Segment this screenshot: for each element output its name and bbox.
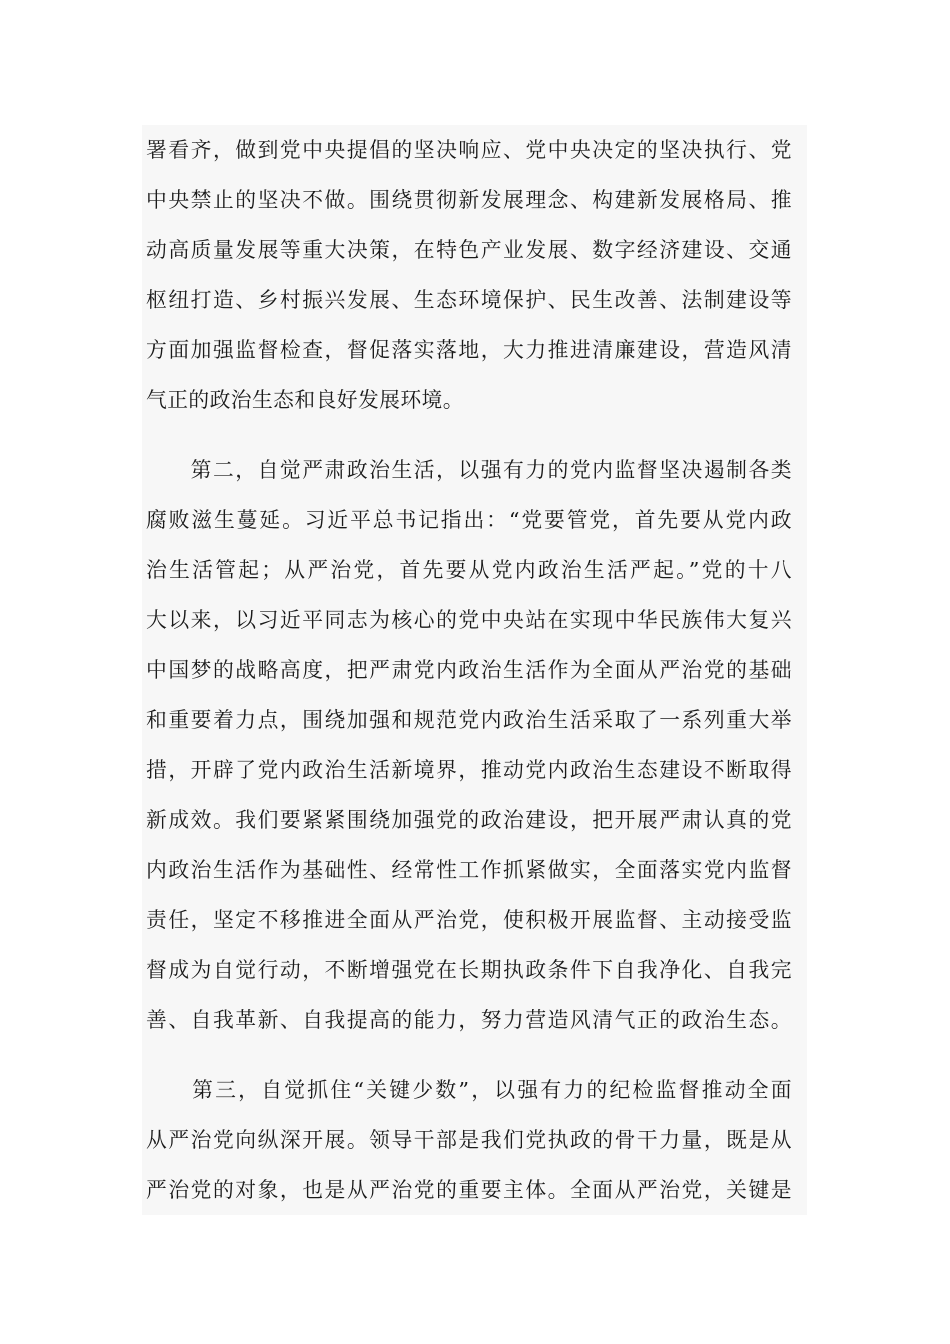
paragraph-1 — [146, 125, 792, 425]
text-line: 第二，自觉严肃政治生活，以强有力的党内监督坚决遏制各类 — [146, 458, 792, 482]
text-line: 中国梦的战略高度，把严肃党内政治生活作为全面从严治党的基础 — [146, 658, 792, 682]
text-line: 措，开辟了党内政治生活新境界，推动党内政治生态建设不断取得 — [146, 758, 792, 782]
text-line: 严治党的对象，也是从严治党的重要主体。全面从严治党，关键是 — [146, 1178, 792, 1202]
text-line: 督成为自觉行动，不断增强党在长期执政条件下自我净化、自我完 — [146, 958, 792, 982]
text-line: 责任，坚定不移推进全面从严治党，使积极开展监督、主动接受监 — [146, 908, 792, 932]
text-line: 气正的政治生态和良好发展环境。 — [146, 388, 464, 412]
text-line: 中央禁止的坚决不做。围绕贯彻新发展理念、构建新发展格局、推 — [146, 188, 792, 212]
text-line: 新成效。我们要紧紧围绕加强党的政治建设，把开展严肃认真的党 — [146, 808, 792, 832]
text-line: 和重要着力点，围绕加强和规范党内政治生活采取了一系列重大举 — [146, 708, 792, 732]
text-line: 第三，自觉抓住“关键少数”，以强有力的纪检监督推动全面 — [146, 1078, 792, 1102]
text-line: 方面加强监督检查，督促落实落地，大力推进清廉建设，营造风清 — [146, 338, 792, 362]
text-line: 枢纽打造、乡村振兴发展、生态环境保护、民生改善、法制建设等 — [146, 288, 792, 312]
text-line: 腐败滋生蔓延。习近平总书记指出：“党要管党，首先要从党内政 — [146, 508, 792, 532]
text-line: 署看齐，做到党中央提倡的坚决响应、党中央决定的坚决执行、党 — [146, 138, 792, 162]
text-line: 治生活管起；从严治党，首先要从党内政治生活严起。”党的十八 — [146, 558, 792, 582]
text-line: 内政治生活作为基础性、经常性工作抓紧做实，全面落实党内监督 — [146, 858, 792, 882]
text-line: 大以来，以习近平同志为核心的党中央站在实现中华民族伟大复兴 — [146, 608, 792, 632]
paragraph-3 — [146, 1065, 792, 1215]
text-line: 从严治党向纵深开展。领导干部是我们党执政的骨干力量，既是从 — [146, 1128, 792, 1152]
paragraph-2 — [146, 445, 792, 1045]
text-line: 善、自我革新、自我提高的能力，努力营造风清气正的政治生态。 — [146, 1008, 792, 1032]
text-line: 动高质量发展等重大决策，在特色产业发展、数字经济建设、交通 — [146, 238, 792, 262]
